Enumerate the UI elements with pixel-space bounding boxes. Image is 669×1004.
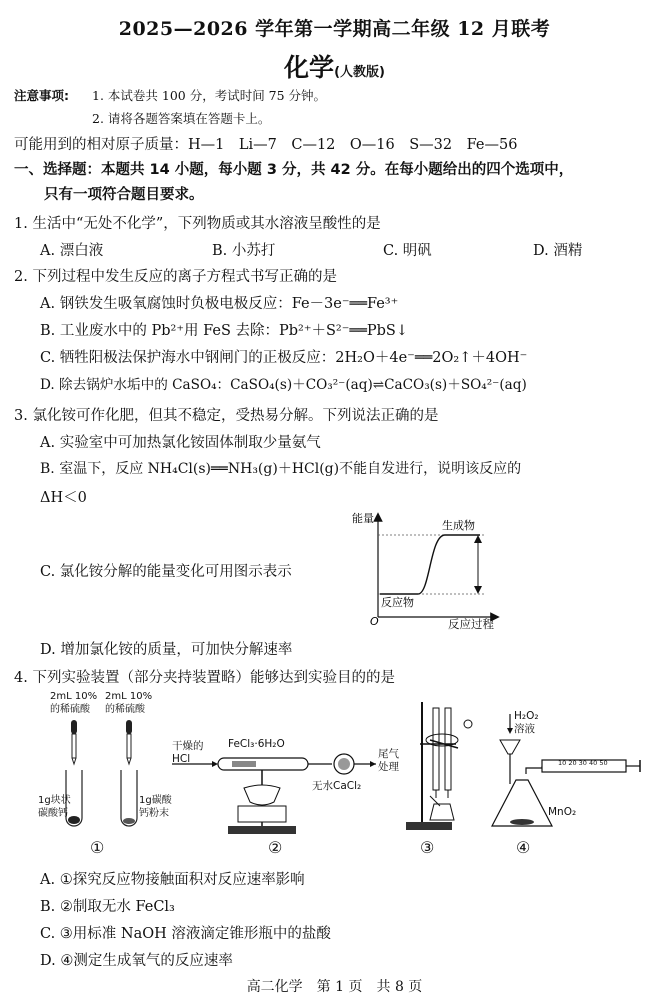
q3-option-c: C. 氯化铵分解的能量变化可用图示表示	[40, 564, 292, 580]
apparatus-4-number: ④	[516, 838, 531, 857]
acid-label-2	[105, 690, 152, 716]
q4-option-c: C. ③用标准 NaOH 溶液滴定锥形瓶中的盐酸	[40, 926, 331, 942]
solid-label-1b: 碳酸钙	[38, 808, 68, 819]
q1-option-c: C. 明矾	[383, 243, 432, 259]
gas-label-1: 干燥的	[172, 740, 204, 752]
solid-label-1	[38, 794, 71, 820]
notes-label: 注意事项:	[14, 88, 69, 103]
hcl-arrowhead	[212, 761, 218, 767]
solid-label-2	[139, 794, 172, 820]
exam-title: 2025—2026 学年第一学期高二年级 12 月联考	[118, 18, 551, 40]
q3-option-d: D. 增加氯化铵的质量，可加快分解速率	[40, 642, 293, 658]
dropper-tip-2	[127, 758, 131, 764]
conical-flask	[430, 804, 454, 820]
burette-left	[433, 708, 439, 790]
acid-label-1b: 的稀硫酸	[50, 704, 90, 715]
cacl2-packing	[338, 758, 350, 770]
apparatus-3	[400, 700, 480, 860]
acid-label-1	[50, 690, 97, 716]
acid-label-1a: 2mL 10%	[50, 691, 98, 702]
salt-label: FeCl₃·6H₂O	[228, 738, 285, 750]
apparatus-3-number: ③	[420, 838, 435, 857]
apparatus-2-number: ②	[268, 838, 283, 857]
q1-option-a: A. 漂白液	[40, 243, 104, 259]
dropper-bulb-2	[126, 720, 132, 734]
notes-item-2: 2. 请将各题答案填在答题卡上。	[92, 111, 271, 126]
inlet-arrowhead	[507, 728, 513, 734]
syringe-scale: 10 20 30 40 50	[558, 759, 608, 767]
gas-syringe-drawing	[490, 710, 660, 838]
atomic-masses: 可能用到的相对原子质量：H—1 Li—7 C—12 O—16 S—32 Fe—56	[14, 137, 518, 153]
solid-label-1a: 1g块状	[38, 795, 71, 806]
outlet-arrowhead	[370, 761, 376, 767]
q2-option-a: A. 钢铁发生吸氧腐蚀时负极电极反应：Fe－3e⁻══Fe³⁺	[40, 296, 399, 312]
product-label: 生成物	[442, 519, 475, 532]
energy-curve	[380, 535, 480, 594]
solid-label-2b: 钙粉末	[139, 808, 169, 819]
acid-label-2b: 的稀硫酸	[105, 704, 145, 715]
drier-label: 无水CaCl₂	[312, 780, 362, 792]
x-axis-label: 反应过程	[448, 617, 494, 631]
lamp-flame	[244, 785, 280, 805]
drying-tube-drawing	[172, 730, 382, 842]
titration-drawing	[400, 700, 480, 834]
q1-option-d: D. 酒精	[533, 243, 583, 259]
stopcock	[464, 720, 472, 728]
alcohol-lamp	[238, 806, 286, 822]
delivery-tube	[526, 766, 542, 774]
hard-glass-tube	[218, 758, 308, 770]
q4-option-b: B. ②制取无水 FeCl₃	[40, 899, 175, 915]
q2-option-c: C. 牺牲阳极法保护海水中钢闸门的正极反应：2H₂O＋4e⁻══2O₂↑＋4OH⁻	[40, 350, 528, 366]
page-footer: 高二化学 第 1 页 共 8 页	[246, 979, 423, 995]
test-tube-2	[121, 770, 137, 826]
notes-item-1: 1. 本试卷共 100 分，考试时间 75 分钟。	[92, 88, 327, 103]
q4-stem: 4. 下列实验装置（部分夹持装置略）能够达到实验目的的是	[14, 670, 395, 686]
apparatus-1-number: ①	[90, 838, 105, 857]
y-axis-label: 能量	[352, 512, 374, 525]
stand-base	[228, 826, 296, 834]
dropper-bulb-1	[71, 720, 77, 734]
section-1-heading: 一、选择题：本题共 14 小题，每小题 3 分，共 42 分。在每小题给出的四个选项中，	[14, 162, 574, 178]
q2-option-d: D. 除去锅炉水垢中的 CaSO₄：CaSO₄(s)＋CO₃²⁻(aq)⇌CaCO₃(s)＋SO₄²⁻(aq)	[40, 377, 527, 393]
q1-stem: 1. 生活中“无处不化学”，下列物质或其水溶液呈酸性的是	[14, 216, 381, 232]
burette-right	[445, 708, 451, 790]
energy-diagram	[350, 505, 500, 630]
dropper-tip-1	[72, 758, 76, 764]
apparatus-2	[172, 730, 399, 860]
q3-option-a: A. 实验室中可加热氯化铵固体制取少量氨气	[40, 435, 321, 451]
apparatus-4	[490, 710, 660, 860]
section-1-heading-cont: 只有一项符合题目要求。	[44, 187, 204, 203]
reactant-label: 反应物	[381, 596, 414, 609]
mno2-solid	[510, 819, 534, 825]
stand-base	[406, 822, 452, 830]
q4-option-a: A. ①探究反应物接触面积对反应速率影响	[40, 872, 305, 888]
gas-label-2: HCl	[172, 753, 191, 765]
q3-option-b: B. 室温下，反应 NH₄Cl(s)══NH₃(g)＋HCl(g)不能自发进行，说明该反应的	[40, 461, 522, 477]
solid-label-2a: 1g碳酸	[139, 795, 172, 806]
q1-option-b: B. 小苏打	[212, 243, 276, 259]
origin-label: O	[370, 615, 379, 628]
q4-option-d: D. ④测定生成氧气的反应速率	[40, 953, 233, 969]
q3-option-b-cont: ΔH＜0	[40, 490, 87, 506]
h2o2-label-2: 溶液	[514, 723, 535, 735]
powder-caco3	[123, 818, 135, 824]
acid-label-2a: 2mL 10%	[105, 691, 153, 702]
subject-name: 化学	[284, 53, 335, 82]
tail-gas-label-1: 尾气	[378, 748, 399, 760]
q2-option-b: B. 工业废水中的 Pb²⁺用 FeS 去除：Pb²⁺＋S²⁻══PbS↓	[40, 323, 408, 339]
q3-stem: 3. 氯化铵可作化肥，但其不稳定，受热易分解。下列说法正确的是	[14, 408, 439, 424]
tail-gas-label-2: 处理	[378, 761, 399, 773]
dropping-funnel	[500, 740, 520, 754]
dropper-tube-1	[72, 734, 76, 758]
salt-boat	[232, 761, 256, 767]
h2o2-label-1: H₂O₂	[514, 710, 539, 722]
subject-title	[0, 48, 669, 84]
edition-label: (人教版)	[334, 65, 385, 80]
dropper-tube-2	[127, 734, 131, 758]
mno2-label: MnO₂	[548, 806, 577, 818]
q2-stem: 2. 下列过程中发生反应的离子方程式书写正确的是	[14, 269, 337, 285]
burette-tips	[436, 790, 448, 798]
